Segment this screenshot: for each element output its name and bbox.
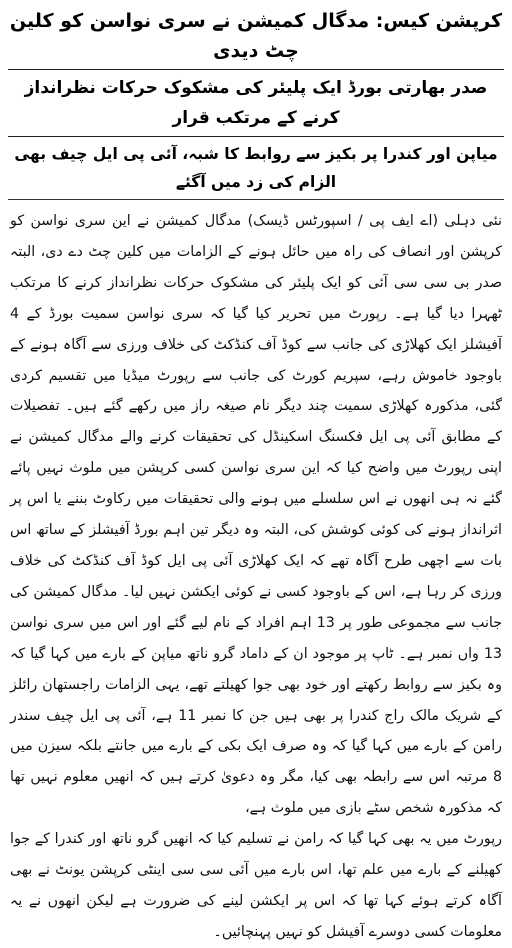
headline-divider-3 — [8, 199, 504, 200]
headline-main: کرپشن کیس: مدگال کمیشن نے سری نواسن کو کلین چٹ دیدی — [9, 10, 503, 62]
headline-divider-2 — [8, 136, 504, 137]
article-paragraph-1: نئی دہلی (اے ایف پی / اسپورٹس ڈیسک) مدگال کمیشن نے این سری نواسن کو کرپشن اور انصاف کی راہ میں حائل ہونے کے الزامات میں کلین چٹ دے دی، البتہ صدر بی سی سی آئی کو ایک پلیئر کی مشکوک حرکات نظرانداز کرنے کا مرتکب ٹھہرا دیا گیا ہے۔ رپورٹ میں تحریر کیا گیا کہ سری نواسن سمیت بورڈ کے 4 آفیشلز ایک کھلاڑی کی جانب سے کوڈ آف کنڈکٹ کی خلاف ورزی سے آگاہ ہونے کے باوجود خاموش رہے، سپریم کورٹ کی جانب سے رپورٹ میڈیا میں تقسیم کردی گئی، مذکورہ کھلاڑی سمیت چند دیگر نام صیغہ راز میں رکھے گئے ہیں۔ تفصیلات کے مطابق آئی پی ایل فکسنگ اسکینڈل کی تحقیقات کرنے والے مدگال کمیشن نے اپنی رپورٹ میں واضح کیا کہ این سری نواسن کسی کرپشن میں ملوث نہیں پائے گئے نہ ہی انھوں نے اس سلسلے میں ہونے والی تحقیقات میں رکاوٹ بننے یا اس پر اثرانداز ہونے کی کوئی کوشش کی، البتہ وہ دیگر تین اہم بورڈ آفیشلز کے ساتھ اس بات سے اچھی طرح آگاہ تھے کہ ایک کھلاڑی آئی پی ایل کوڈ آف کنڈکٹ کی خلاف ورزی کر رہا ہے، اس کے باوجود کسی نے کوئی ایکشن نہیں لیا۔ مدگال کمیشن کی جانب سے مجموعی طور پر 13 اہم افراد کے نام لیے گئے اور اس میں سری نواسن 13 واں نمبر ہے۔ ٹاپ پر موجود ان کے داماد گرو ناتھ میاپن کے بارے میں کہا گیا کہ وہ بکیز سے روابط رکھتے اور خود بھی جوا کھیلتے تھے، یہی الزامات راجستھان رائلز کے شریک مالک راج کندرا پر بھی ہیں جن کا نمبر 11 ہے، آئی پی ایل چیف سندر رامن کے بارے میں کہا گیا کہ وہ صرف ایک بکی کے بارے میں جانتے بلکہ سیزن میں 8 مرتبہ اس سے رابطہ بھی کیا، مگر وہ دعویٰ کرتے ہیں کہ انھیں معلوم نہیں تھا کہ مذکورہ شخص سٹے بازی میں ملوث ہے، — [10, 213, 502, 817]
article-body — [8, 206, 504, 948]
headline-sub-2: میاپن اور کندرا پر بکیز سے روابط کا شبہ، آئی پی ایل چیف بھی الزام کی زد میں آگئے — [14, 145, 498, 191]
article-paragraph-2: رپورٹ میں یہ بھی کہا گیا کہ رامن نے تسلیم کیا کہ انھیں گرو ناتھ اور کندرا کے جوا کھیلنے کے بارے میں علم تھا، اس بارے میں آئی سی سی اینٹی کرپشن یونٹ نے بھی آگاہ کرتے ہوئے کہا تھا کہ اس پر ایکشن لینے کی ضرورت ہے لیکن انھوں نے یہ معلومات کسی دوسرے آفیشل کو نہیں پہنچائیں۔ — [10, 831, 502, 940]
headline-sub-1: صدر بھارتی بورڈ ایک پلیئر کی مشکوک حرکات نظرانداز کرنے کے مرتکب قرار — [24, 78, 488, 128]
headline-divider-1 — [8, 69, 504, 70]
